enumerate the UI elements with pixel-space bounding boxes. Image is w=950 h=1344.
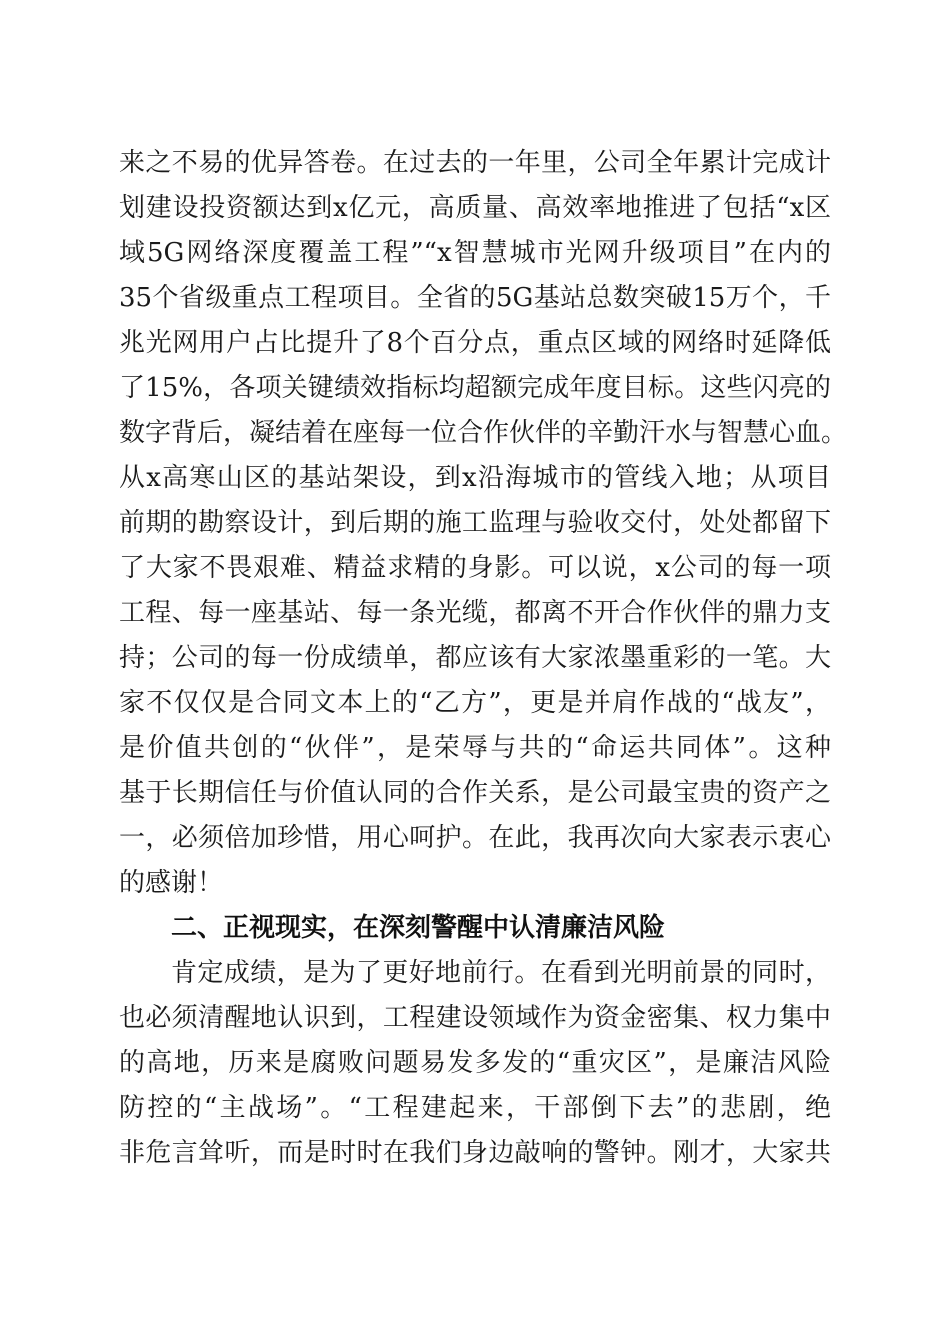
paragraph-line: 工程、每一座基站、每一条光缆，都离不开合作伙伴的鼎力支: [119, 598, 831, 628]
paragraph-line: 了大家不畏艰难、精益求精的身影。可以说，x公司的每一项: [119, 553, 831, 583]
paragraph-line: 来之不易的优异答卷。在过去的一年里，公司全年累计完成计: [119, 148, 831, 178]
paragraph-line: 了15%，各项关键绩效指标均超额完成年度目标。这些闪亮的: [119, 373, 831, 403]
paragraph-line: 数字背后，凝结着在座每一位合作伙伴的辛勤汗水与智慧心血。: [119, 418, 848, 448]
paragraph-line: 划建设投资额达到x亿元，高质量、高效率地推进了包括“x区: [119, 193, 831, 223]
paragraph-line: 前期的勘察设计，到后期的施工监理与验收交付，处处都留下: [119, 508, 831, 538]
paragraph-line: 防控的“主战场”。“工程建起来，干部倒下去”的悲剧，绝: [119, 1093, 831, 1123]
paragraph-line: 也必须清醒地认识到，工程建设领域作为资金密集、权力集中: [119, 1003, 831, 1033]
paragraph-line: 肯定成绩，是为了更好地前行。在看到光明前景的同时，: [171, 958, 831, 988]
paragraph-line: 是价值共创的“伙伴”，是荣辱与共的“命运共同体”。这种: [119, 733, 831, 763]
paragraph-line: 的感谢！: [119, 868, 224, 898]
paragraph-line: 域5G网络深度覆盖工程”“x智慧城市光网升级项目”在内的: [119, 238, 831, 268]
paragraph-line: 兆光网用户占比提升了8个百分点，重点区域的网络时延降低: [119, 328, 831, 358]
paragraph-line: 35个省级重点工程项目。全省的5G基站总数突破15万个，千: [119, 283, 831, 313]
paragraph-line: 一，必须倍加珍惜，用心呵护。在此，我再次向大家表示衷心: [119, 823, 831, 853]
section-heading: 二、正视现实，在深刻警醒中认清廉洁风险: [171, 913, 666, 943]
paragraph-line: 的高地，历来是腐败问题易发多发的“重灾区”，是廉洁风险: [119, 1048, 831, 1078]
paragraph-line: 从x高寒山区的基站架设，到x沿海城市的管线入地；从项目: [119, 463, 831, 493]
paragraph-line: 基于长期信任与价值认同的合作关系，是公司最宝贵的资产之: [119, 778, 831, 808]
paragraph-line: 家不仅仅是合同文本上的“乙方”，更是并肩作战的“战友”，: [119, 688, 831, 718]
paragraph-line: 非危言耸听，而是时时在我们身边敲响的警钟。刚才，大家共: [119, 1138, 831, 1168]
paragraph-line: 持；公司的每一份成绩单，都应该有大家浓墨重彩的一笔。大: [119, 643, 831, 673]
